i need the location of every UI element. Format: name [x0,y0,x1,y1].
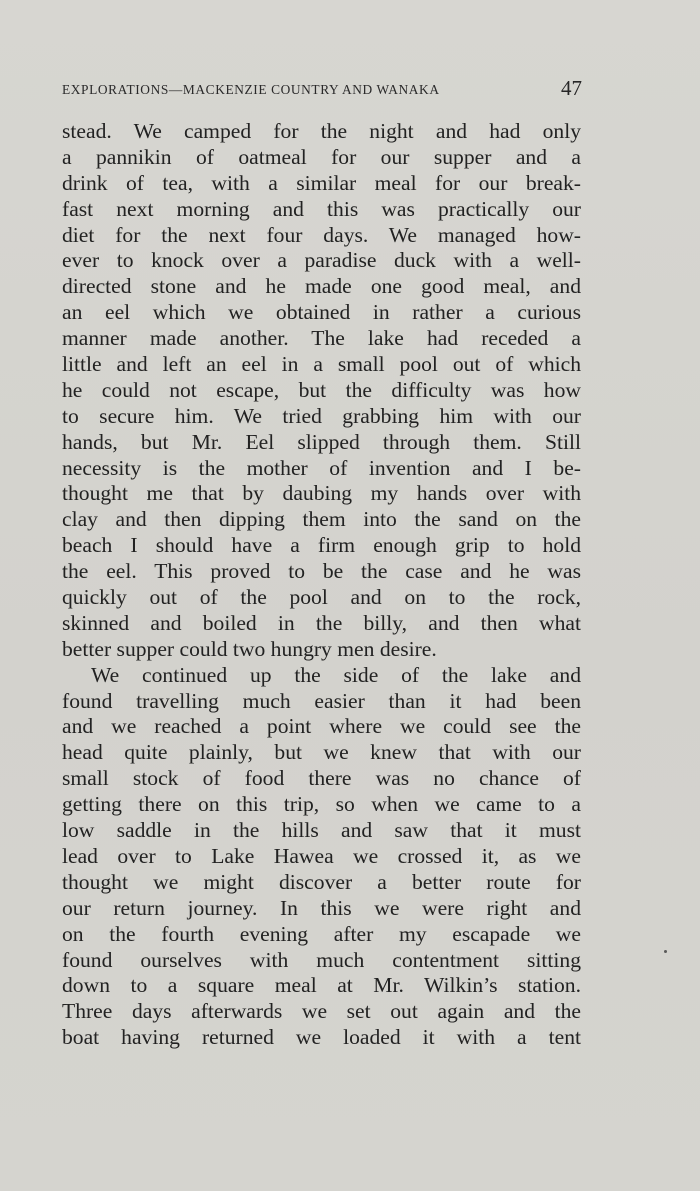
text-line: thought me that by daubing my hands over with [62,481,581,506]
text-line: necessity is the mother of invention and I be- [62,455,581,480]
text-line: lead over to Lake Hawea we crossed it, as we [62,843,581,868]
paper-speck [664,950,667,953]
text-line: thought we might discover a better route for [62,869,581,894]
text-line: hands, but Mr. Eel slipped through them. Still [62,429,581,454]
page-number: 47 [561,76,582,100]
text-line: found ourselves with much contentment sitting [62,947,581,972]
text-line: low saddle in the hills and saw that it must [62,818,581,843]
text-line: found travelling much easier than it had been [62,688,581,713]
text-line: quickly out of the pool and on to the rock, [62,585,581,610]
text-line: directed stone and he made one good meal, and [62,274,581,299]
text-line: small stock of food there was no chance of [62,766,581,791]
body-text [62,119,581,1051]
text-line: diet for the next four days. We managed how- [62,222,581,247]
text-line: the eel. This proved to be the case and he was [62,559,581,584]
text-line: manner made another. The lake had receded a [62,326,581,351]
text-line: on the fourth evening after my escapade we [62,921,581,946]
running-head [62,76,582,102]
text-line: ever to knock over a paradise duck with a well- [62,248,581,273]
text-line: head quite plainly, but we knew that with our [62,740,581,765]
text-line: boat having returned we loaded it with a tent [62,1025,581,1050]
text-line: he could not escape, but the difficulty was how [62,377,581,402]
text-line: an eel which we obtained in rather a curious [62,300,581,325]
text-line: our return journey. In this we were right and [62,895,581,920]
text-line: fast next morning and this was practically our [62,196,581,221]
text-line: skinned and boiled in the billy, and then what [62,610,581,635]
text-line: drink of tea, with a similar meal for our break- [62,170,581,195]
text-line: beach I should have a firm enough grip to hold [62,533,581,558]
text-line: little and left an eel in a small pool out of which [62,352,581,377]
text-line: a pannikin of oatmeal for our supper and a [62,144,581,169]
paragraph-start-line: We continued up the side of the lake and [91,662,581,687]
text-line: and we reached a point where we could see the [62,714,581,739]
text-line: getting there on this trip, so when we came to a [62,792,581,817]
text-line: clay and then dipping them into the sand on the [62,507,581,532]
text-line: down to a square meal at Mr. Wilkin’s station. [62,973,581,998]
running-title: EXPLORATIONS—MACKENZIE COUNTRY AND WANAKA [62,82,440,97]
text-line: to secure him. We tried grabbing him with our [62,403,581,428]
text-line: Three days afterwards we set out again and the [62,999,581,1024]
text-line: stead. We camped for the night and had only [62,119,581,143]
paragraph-end-line: better supper could two hungry men desire. [62,636,437,661]
